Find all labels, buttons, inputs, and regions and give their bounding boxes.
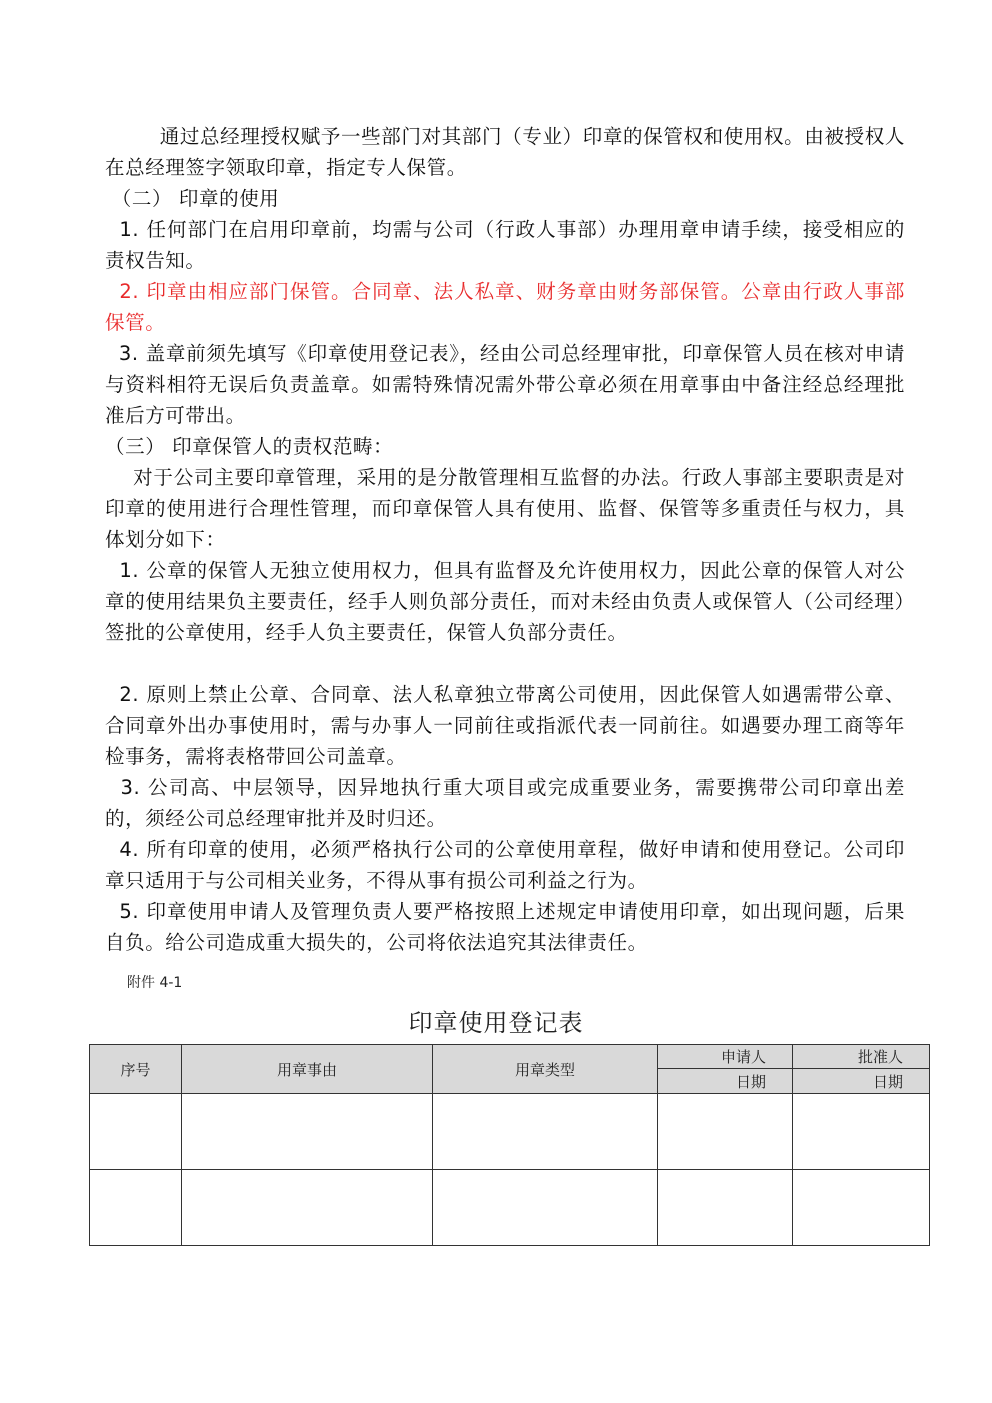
cell-approver[interactable] <box>793 1170 930 1246</box>
section-heading-custodian-responsibility: （三） 印章保管人的责权范畴： <box>105 435 394 458</box>
cell-applicant[interactable] <box>658 1170 793 1246</box>
paragraph-responsibility-1: 1. 公章的保管人无独立使用权力，但具有监督及允许使用权力，因此公章的保管人对公章的使用结果负主要责任，经手人则负部分责任，而对未经由负责人或保管人（公司经理）签批的公章使用，经手人负主要责任，保管人负部分责任。 <box>105 559 905 644</box>
paragraph-usage-2-highlighted: 2. 印章由相应部门保管。合同章、法人私章、财务章由财务部保管。公章由行政人事部保管。 <box>105 280 905 334</box>
paragraph-responsibility-4: 4. 所有印章的使用，必须严格执行公司的公章使用章程，做好申请和使用登记。公司印章只适用于与公司相关业务，不得从事有损公司利益之行为。 <box>105 838 905 892</box>
header-seq: 序号 <box>90 1045 182 1094</box>
table-row <box>90 1170 930 1246</box>
cell-approver[interactable] <box>793 1094 930 1170</box>
paragraph-usage-3: 3. 盖章前须先填写《印章使用登记表》，经由公司总经理审批，印章保管人员在核对申请与资料相符无误后负责盖章。如需特殊情况需外带公章必须在用章事由中备注经总经理批准后方可带出。 <box>105 342 905 427</box>
paragraph-authorization: 通过总经理授权赋予一些部门对其部门（专业）印章的保管权和使用权。由被授权人在总经理签字领取印章，指定专人保管。 <box>105 125 905 179</box>
header-applicant: 申请人 <box>658 1045 793 1069</box>
paragraph-responsibility-intro: 对于公司主要印章管理，采用的是分散管理相互监督的办法。行政人事部主要职责是对印章的使用进行合理性管理，而印章保管人具有使用、监督、保管等多重责任与权力，具体划分如下： <box>105 466 905 551</box>
paragraph-responsibility-2: 2. 原则上禁止公章、合同章、法人私章独立带离公司使用，因此保管人如遇需带公章、合同章外出办事使用时，需与办事人一同前往或指派代表一同前往。如遇要办理工商等年检事务，需将表格带回公司盖章。 <box>105 683 905 768</box>
cell-applicant[interactable] <box>658 1094 793 1170</box>
paragraph-usage-1: 1. 任何部门在启用印章前，均需与公司（行政人事部）办理用章申请手续，接受相应的责权告知。 <box>105 218 905 272</box>
seal-usage-register-table <box>89 1044 930 1246</box>
cell-type[interactable] <box>433 1094 658 1170</box>
cell-seq[interactable] <box>90 1094 182 1170</box>
header-type: 用章类型 <box>433 1045 658 1094</box>
cell-seq[interactable] <box>90 1170 182 1246</box>
attachment-label: 附件 4-1 <box>127 975 183 991</box>
header-reason: 用章事由 <box>182 1045 433 1094</box>
section-heading-seal-usage: （二） 印章的使用 <box>105 187 280 210</box>
paragraph-responsibility-3: 3. 公司高、中层领导，因异地执行重大项目或完成重要业务，需要携带公司印章出差的，须经公司总经理审批并及时归还。 <box>105 776 905 830</box>
paragraph-responsibility-5: 5. 印章使用申请人及管理负责人要严格按照上述规定申请使用印章，如出现问题，后果自负。给公司造成重大损失的，公司将依法追究其法律责任。 <box>105 900 905 954</box>
form-title: 印章使用登记表 <box>408 1009 584 1037</box>
cell-reason[interactable] <box>182 1170 433 1246</box>
cell-reason[interactable] <box>182 1094 433 1170</box>
header-applicant-date: 日期 <box>658 1069 793 1094</box>
table-row <box>90 1094 930 1170</box>
cell-type[interactable] <box>433 1170 658 1246</box>
header-approver: 批准人 <box>793 1045 930 1069</box>
header-approver-date: 日期 <box>793 1069 930 1094</box>
